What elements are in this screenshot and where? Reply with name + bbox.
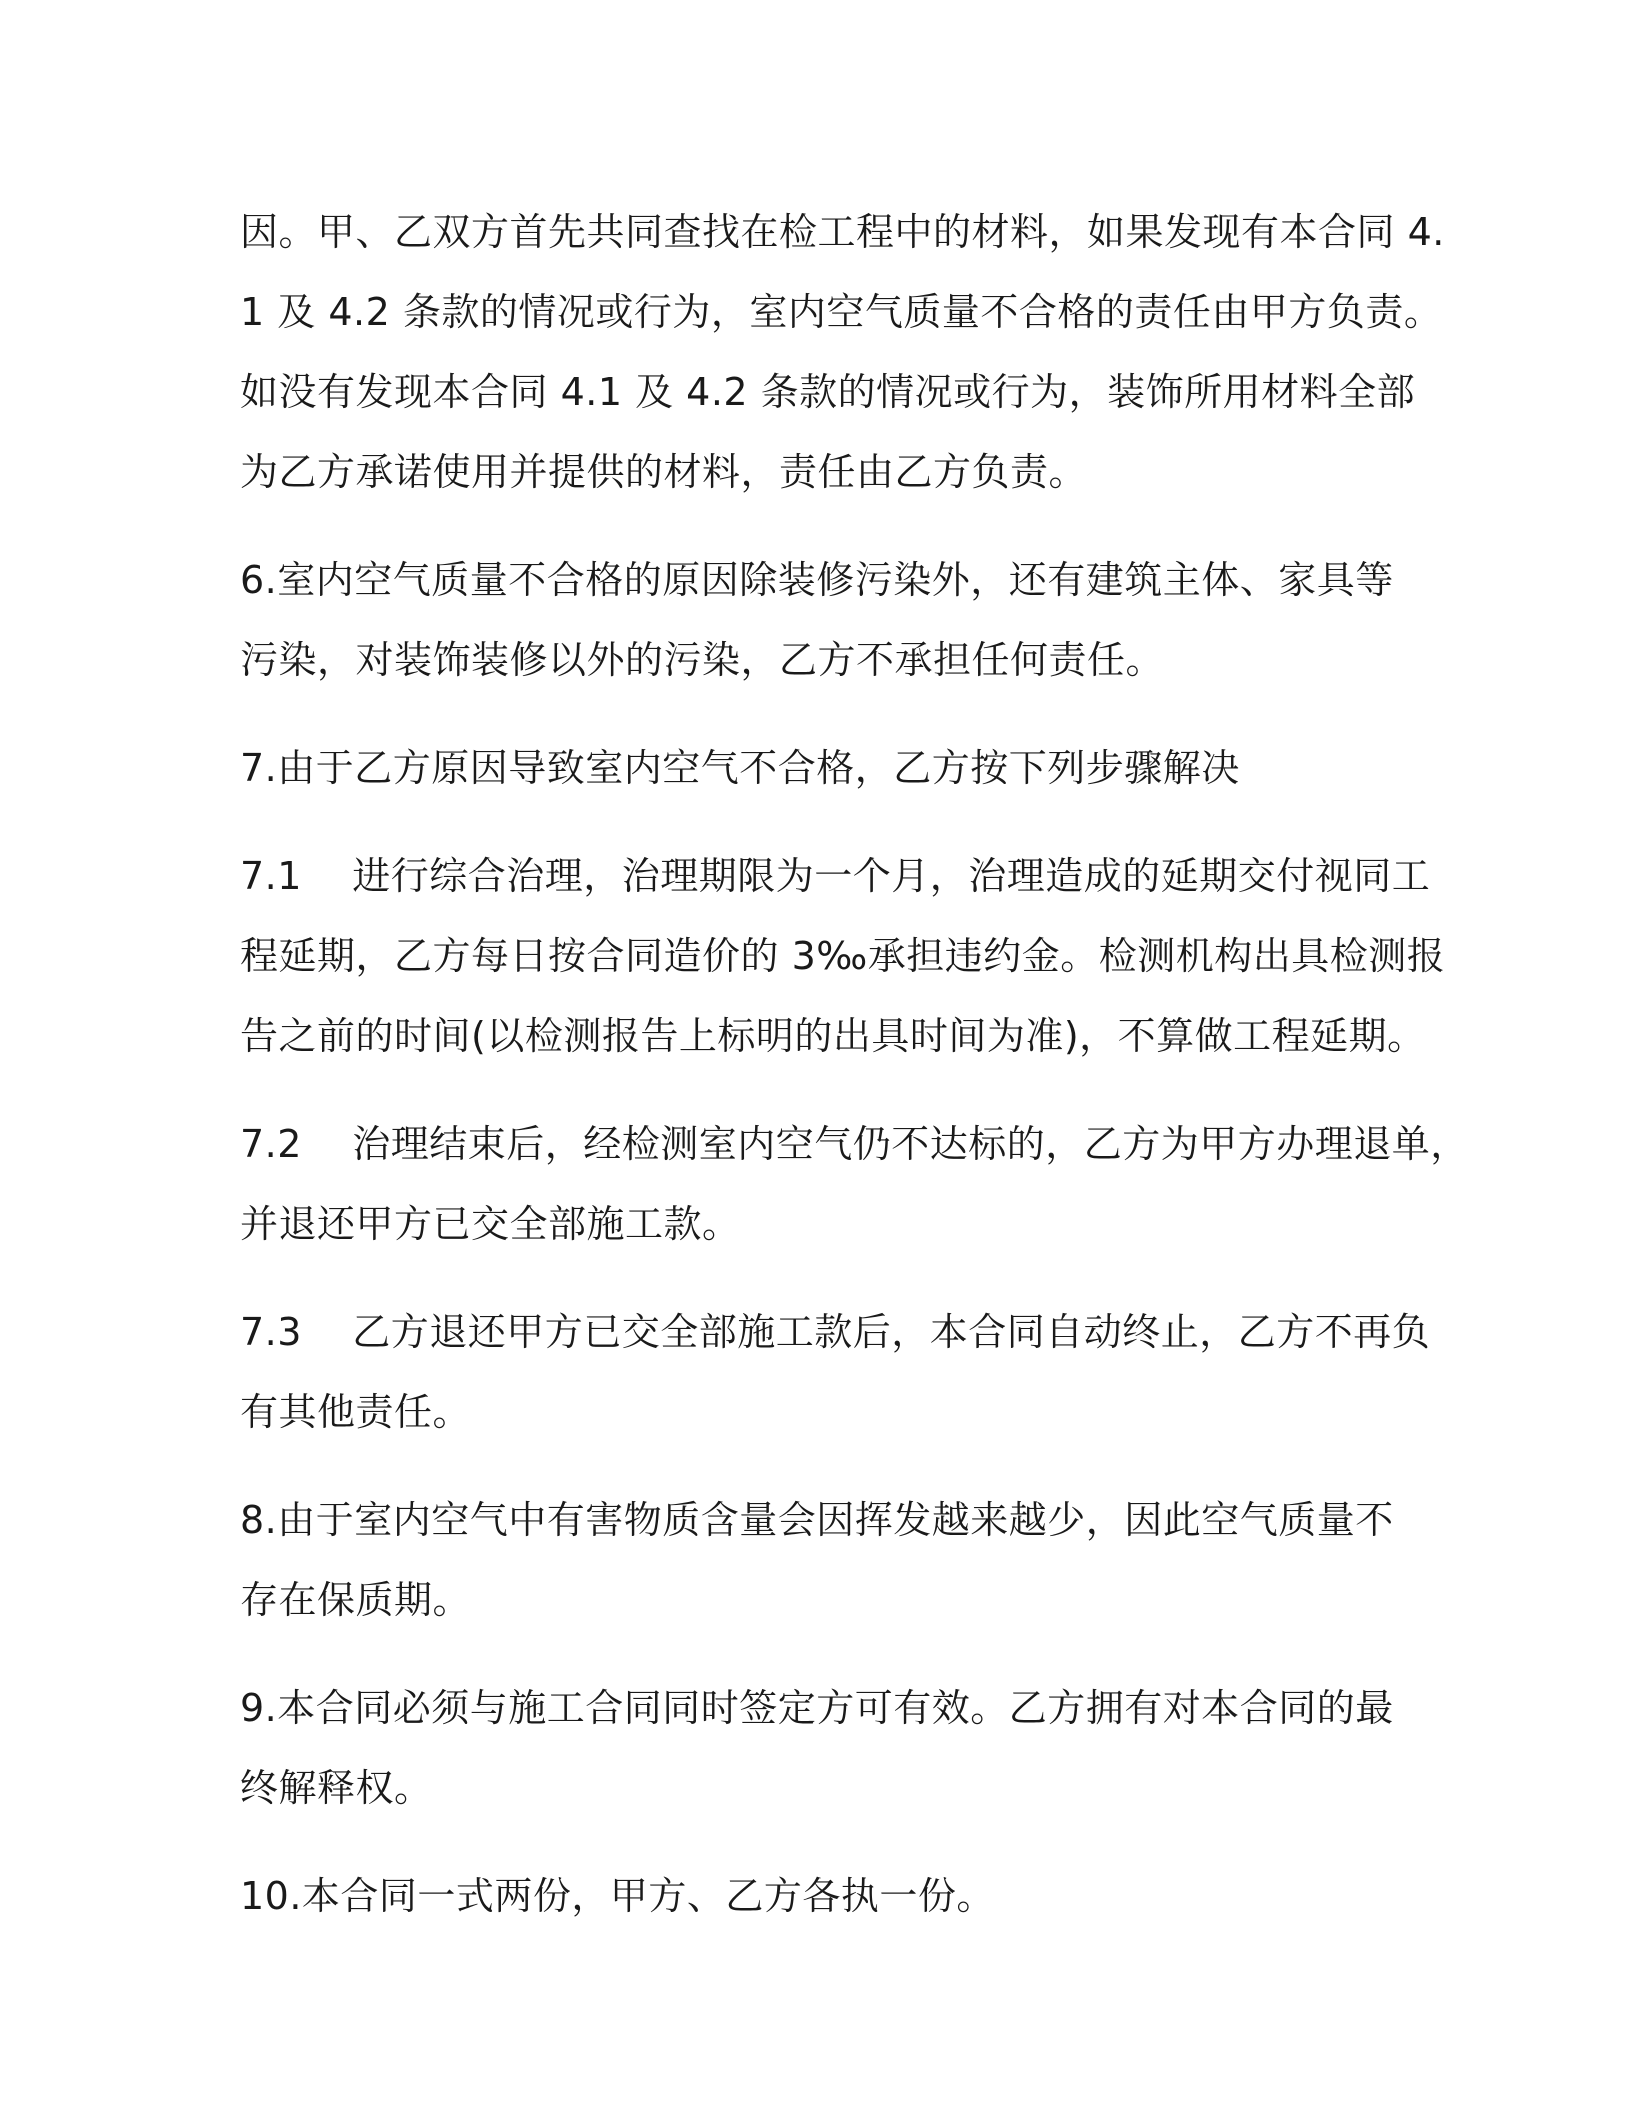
- text-line: 程延期，乙方每日按合同造价的 3‰承担违约金。检测机构出具检测报: [240, 934, 1446, 978]
- clause-7-1: [240, 836, 1446, 1076]
- text-line: 7.1 进行综合治理，治理期限为一个月，治理造成的延期交付视同工: [240, 854, 1431, 898]
- clause-8: [240, 1480, 1410, 1640]
- text-line: 7.2 治理结束后，经检测室内空气仍不达标的，乙方为甲方办理退单，: [240, 1122, 1469, 1166]
- text-line: 8.由于室内空气中有害物质含量会因挥发越来越少，因此空气质量不: [240, 1498, 1394, 1542]
- clause-7-2: [240, 1104, 1469, 1264]
- paragraph-liability-continuation: [240, 192, 1445, 512]
- clause-6: [240, 540, 1410, 700]
- text-line: 1 及 4.2 条款的情况或行为，室内空气质量不合格的责任由甲方负责。: [240, 290, 1443, 334]
- clause-9: [240, 1668, 1410, 1828]
- clause-7-3: [240, 1292, 1431, 1452]
- document-body: [240, 192, 1469, 1964]
- text-line: 6.室内空气质量不合格的原因除装修污染外，还有建筑主体、家具等: [240, 558, 1394, 602]
- text-line: 为乙方承诺使用并提供的材料，责任由乙方负责。: [240, 450, 1088, 494]
- text-line: 因。甲、乙双方首先共同查找在检工程中的材料，如果发现有本合同 4.: [240, 210, 1445, 254]
- text-line: 存在保质期。: [240, 1578, 472, 1622]
- text-line: 终解释权。: [240, 1766, 433, 1810]
- text-line: 10.本合同一式两份，甲方、乙方各执一份。: [240, 1874, 995, 1918]
- text-line: 如没有发现本合同 4.1 及 4.2 条款的情况或行为，装饰所用材料全部: [240, 370, 1416, 414]
- text-line: 污染，对装饰装修以外的污染，乙方不承担任何责任。: [240, 638, 1165, 682]
- text-line: 告之前的时间(以检测报告上标明的出具时间为准)，不算做工程延期。: [240, 1014, 1426, 1058]
- text-line: 并退还甲方已交全部施工款。: [240, 1202, 741, 1246]
- clause-7: [240, 728, 1410, 808]
- clause-10: [240, 1856, 1410, 1936]
- text-line: 有其他责任。: [240, 1390, 472, 1434]
- text-line: 9.本合同必须与施工合同同时签定方可有效。乙方拥有对本合同的最: [240, 1686, 1394, 1730]
- text-line: 7.由于乙方原因导致室内空气不合格，乙方按下列步骤解决: [240, 746, 1240, 790]
- text-line: 7.3 乙方退还甲方已交全部施工款后，本合同自动终止，乙方不再负: [240, 1310, 1431, 1354]
